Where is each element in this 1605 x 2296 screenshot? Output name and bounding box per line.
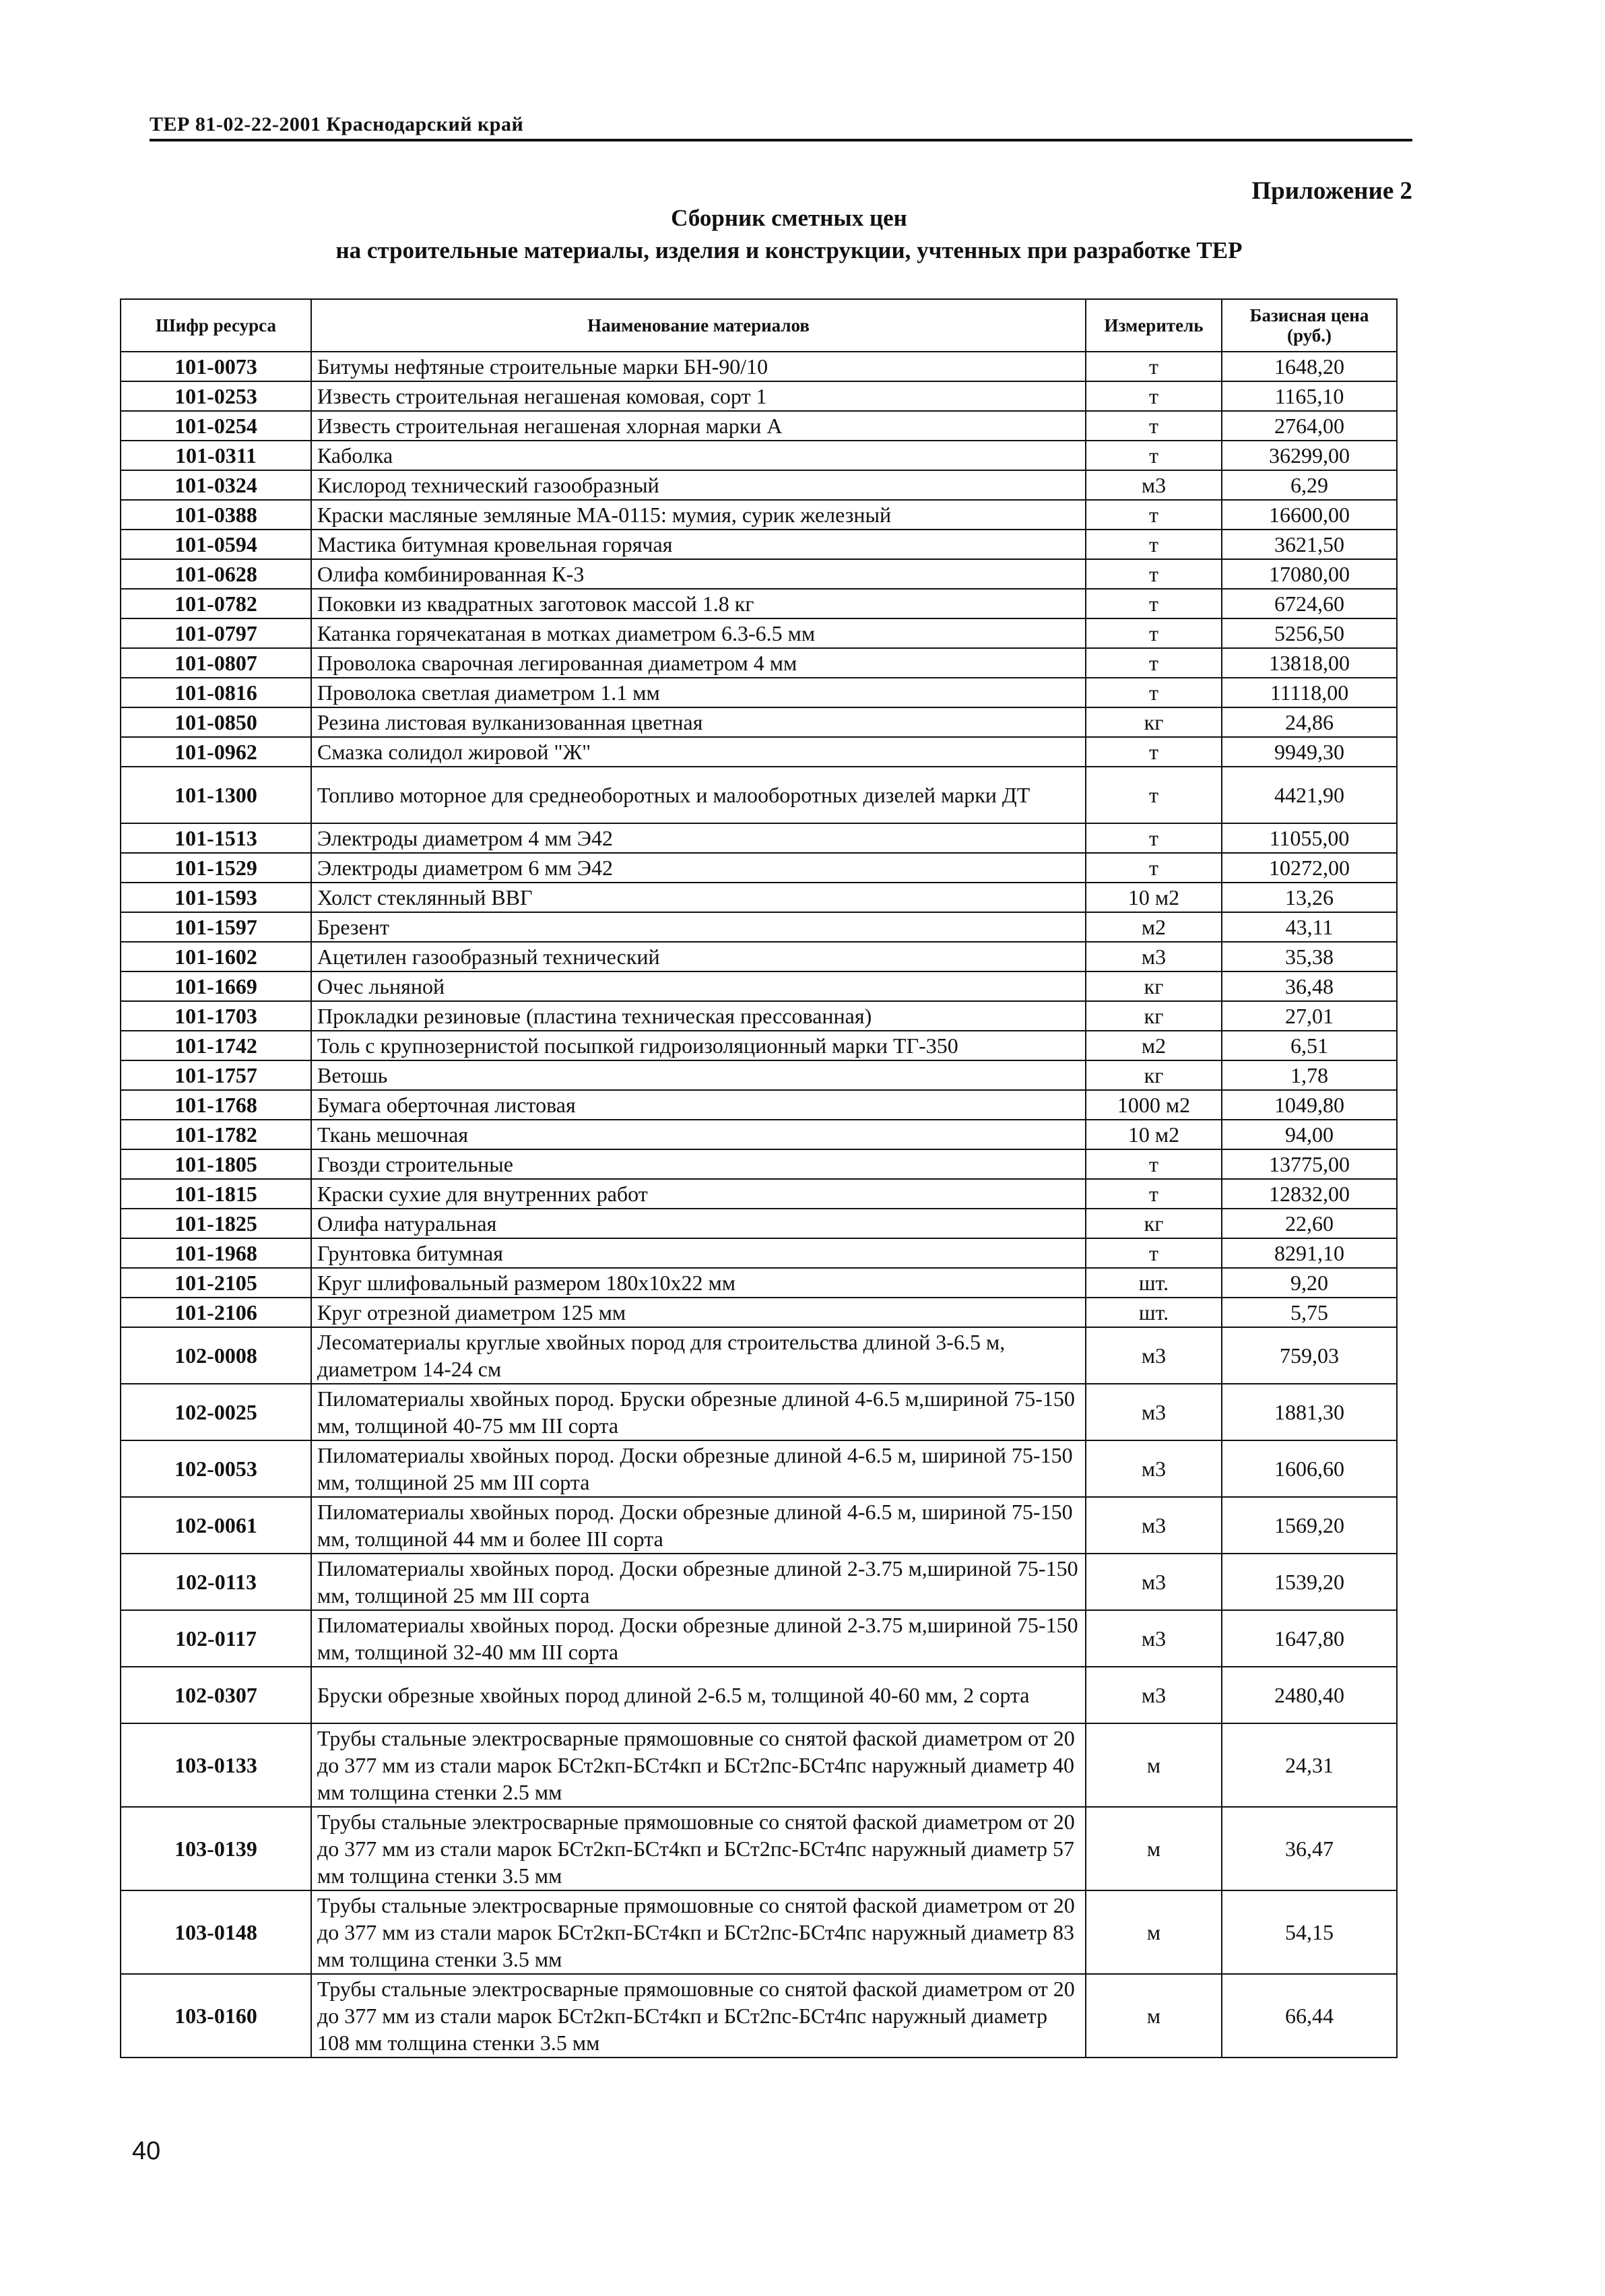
unit-of-measure: м3 (1086, 470, 1222, 500)
unit-of-measure: м (1086, 1723, 1222, 1807)
material-name: Электроды диаметром 4 мм Э42 (311, 823, 1086, 853)
base-price: 9949,30 (1222, 737, 1397, 767)
material-name: Трубы стальные электросварные прямошовные со снятой фаской диаметром от 20 до 377 мм из стали марок БСт2кп-БСт4кп и БСт2пс-БСт4пс наружный диаметр 40 мм толщина стенки 2.5 мм (311, 1723, 1086, 1807)
table-row (121, 648, 1397, 678)
table-row (121, 1610, 1397, 1667)
material-name: Олифа комбинированная К-3 (311, 559, 1086, 589)
unit-of-measure: т (1086, 530, 1222, 559)
unit-of-measure: т (1086, 767, 1222, 823)
resource-code: 103-0148 (121, 1890, 311, 1974)
resource-code: 101-1782 (121, 1120, 311, 1149)
table-row (121, 559, 1397, 589)
material-name: Прокладки резиновые (пластина техническая прессованная) (311, 1001, 1086, 1031)
base-price: 5256,50 (1222, 618, 1397, 648)
base-price: 1049,80 (1222, 1090, 1397, 1120)
material-name: Пиломатериалы хвойных пород. Доски обрезные длиной 2-3.75 м,шириной 75-150 мм, толщиной 32-40 мм III сорта (311, 1610, 1086, 1667)
resource-code: 101-1669 (121, 971, 311, 1001)
material-name: Грунтовка битумная (311, 1238, 1086, 1268)
table-row (121, 1554, 1397, 1610)
table-row (121, 1268, 1397, 1298)
material-name: Пиломатериалы хвойных пород. Доски обрезные длиной 4-6.5 м, шириной 75-150 мм, толщиной 44 мм и более III сорта (311, 1497, 1086, 1554)
resource-code: 102-0025 (121, 1384, 311, 1440)
resource-code: 101-2105 (121, 1268, 311, 1298)
table-row (121, 470, 1397, 500)
resource-code: 102-0061 (121, 1497, 311, 1554)
table-row (121, 1149, 1397, 1179)
base-price: 759,03 (1222, 1327, 1397, 1384)
material-name: Битумы нефтяные строительные марки БН-90/10 (311, 352, 1086, 381)
unit-of-measure: м3 (1086, 1667, 1222, 1723)
unit-of-measure: м3 (1086, 1327, 1222, 1384)
base-price: 1165,10 (1222, 381, 1397, 411)
unit-of-measure: т (1086, 559, 1222, 589)
base-price: 13775,00 (1222, 1149, 1397, 1179)
base-price: 16600,00 (1222, 500, 1397, 530)
base-price: 24,31 (1222, 1723, 1397, 1807)
material-name: Катанка горячекатаная в мотках диаметром 6.3-6.5 мм (311, 618, 1086, 648)
resource-code: 101-0594 (121, 530, 311, 559)
table-row (121, 441, 1397, 470)
title-line-2: на строительные материалы, изделия и конструкции, учтенных при разработке ТЕР (335, 237, 1243, 263)
unit-of-measure: м3 (1086, 1384, 1222, 1440)
resource-code: 103-0139 (121, 1807, 311, 1890)
unit-of-measure: кг (1086, 971, 1222, 1001)
unit-of-measure: т (1086, 1179, 1222, 1209)
table-row (121, 411, 1397, 441)
resource-code: 101-0807 (121, 648, 311, 678)
table-row (121, 737, 1397, 767)
resource-code: 101-0388 (121, 500, 311, 530)
table-row (121, 1327, 1397, 1384)
base-price: 24,86 (1222, 707, 1397, 737)
resource-code: 101-1742 (121, 1031, 311, 1060)
table-row (121, 1440, 1397, 1497)
header-rule (150, 139, 1412, 141)
unit-of-measure: т (1086, 381, 1222, 411)
column-header-name: Наименование материалов (311, 299, 1086, 352)
base-price: 2764,00 (1222, 411, 1397, 441)
page-number: 40 (132, 2137, 161, 2165)
material-name: Трубы стальные электросварные прямошовные со снятой фаской диаметром от 20 до 377 мм из стали марок БСт2кп-БСт4кп и БСт2пс-БСт4пс наружный диаметр 57 мм толщина стенки 3.5 мм (311, 1807, 1086, 1890)
resource-code: 101-0311 (121, 441, 311, 470)
unit-of-measure: кг (1086, 1001, 1222, 1031)
table-row (121, 971, 1397, 1001)
unit-of-measure: м (1086, 1807, 1222, 1890)
base-price: 12832,00 (1222, 1179, 1397, 1209)
document-header: ТЕР 81-02-22-2001 Краснодарский край (150, 113, 524, 135)
table-row (121, 1031, 1397, 1060)
table-row (121, 1060, 1397, 1090)
base-price: 1569,20 (1222, 1497, 1397, 1554)
base-price: 1539,20 (1222, 1554, 1397, 1610)
page-title (0, 202, 1605, 267)
material-name: Поковки из квадратных заготовок массой 1.8 кг (311, 589, 1086, 618)
unit-of-measure: т (1086, 1149, 1222, 1179)
table-row (121, 1890, 1397, 1974)
table-row (121, 1667, 1397, 1723)
resource-code: 101-0782 (121, 589, 311, 618)
table-row (121, 1497, 1397, 1554)
base-price: 11118,00 (1222, 678, 1397, 707)
table-row (121, 1974, 1397, 2058)
unit-of-measure: т (1086, 411, 1222, 441)
base-price: 27,01 (1222, 1001, 1397, 1031)
base-price: 1648,20 (1222, 352, 1397, 381)
material-name: Олифа натуральная (311, 1209, 1086, 1238)
table-row (121, 1179, 1397, 1209)
resource-code: 101-1513 (121, 823, 311, 853)
resource-code: 101-1593 (121, 883, 311, 912)
resource-code: 101-1529 (121, 853, 311, 883)
base-price: 36299,00 (1222, 441, 1397, 470)
unit-of-measure: м (1086, 1974, 1222, 2058)
material-name: Смазка солидол жировой "Ж" (311, 737, 1086, 767)
table-row (121, 678, 1397, 707)
material-name: Каболка (311, 441, 1086, 470)
unit-of-measure: м (1086, 1890, 1222, 1974)
unit-of-measure: т (1086, 737, 1222, 767)
base-price: 22,60 (1222, 1209, 1397, 1238)
table-row (121, 767, 1397, 823)
material-name: Проволока сварочная легированная диаметром 4 мм (311, 648, 1086, 678)
base-price: 6,51 (1222, 1031, 1397, 1060)
material-name: Ветошь (311, 1060, 1086, 1090)
table-row (121, 381, 1397, 411)
material-name: Лесоматериалы круглые хвойных пород для строительства длиной 3-6.5 м, диаметром 14-24 см (311, 1327, 1086, 1384)
material-name: Круг шлифовальный размером 180х10х22 мм (311, 1268, 1086, 1298)
base-price: 11055,00 (1222, 823, 1397, 853)
unit-of-measure: кг (1086, 1060, 1222, 1090)
material-name: Очес льняной (311, 971, 1086, 1001)
column-header-code: Шифр ресурса (121, 299, 311, 352)
material-name: Резина листовая вулканизованная цветная (311, 707, 1086, 737)
unit-of-measure: 10 м2 (1086, 1120, 1222, 1149)
resource-code: 101-1968 (121, 1238, 311, 1268)
unit-of-measure: м3 (1086, 1440, 1222, 1497)
title-line-1: Сборник сметных цен (671, 205, 907, 231)
prices-table (120, 298, 1398, 2058)
base-price: 36,48 (1222, 971, 1397, 1001)
material-name: Пиломатериалы хвойных пород. Доски обрезные длиной 2-3.75 м,шириной 75-150 мм, толщиной 25 мм III сорта (311, 1554, 1086, 1610)
resource-code: 101-1825 (121, 1209, 311, 1238)
table-row (121, 1384, 1397, 1440)
unit-of-measure: кг (1086, 707, 1222, 737)
table-row (121, 707, 1397, 737)
base-price: 66,44 (1222, 1974, 1397, 2058)
base-price: 1,78 (1222, 1060, 1397, 1090)
base-price: 13818,00 (1222, 648, 1397, 678)
table-row (121, 912, 1397, 942)
resource-code: 101-1815 (121, 1179, 311, 1209)
unit-of-measure: т (1086, 618, 1222, 648)
resource-code: 102-0307 (121, 1667, 311, 1723)
resource-code: 101-0816 (121, 678, 311, 707)
resource-code: 101-0628 (121, 559, 311, 589)
unit-of-measure: т (1086, 823, 1222, 853)
resource-code: 101-1602 (121, 942, 311, 971)
unit-of-measure: т (1086, 648, 1222, 678)
column-header-price: Базисная цена (руб.) (1222, 299, 1397, 352)
material-name: Бумага оберточная листовая (311, 1090, 1086, 1120)
unit-of-measure: шт. (1086, 1268, 1222, 1298)
table-row (121, 823, 1397, 853)
table-row (121, 942, 1397, 971)
table-row (121, 1090, 1397, 1120)
material-name: Известь строительная негашеная комовая, сорт 1 (311, 381, 1086, 411)
table-row (121, 1723, 1397, 1807)
material-name: Брезент (311, 912, 1086, 942)
resource-code: 101-1300 (121, 767, 311, 823)
resource-code: 102-0008 (121, 1327, 311, 1384)
resource-code: 102-0113 (121, 1554, 311, 1610)
unit-of-measure: м2 (1086, 912, 1222, 942)
unit-of-measure: м2 (1086, 1031, 1222, 1060)
resource-code: 103-0160 (121, 1974, 311, 2058)
table-header-row (121, 299, 1397, 352)
material-name: Мастика битумная кровельная горячая (311, 530, 1086, 559)
unit-of-measure: м3 (1086, 942, 1222, 971)
resource-code: 101-0850 (121, 707, 311, 737)
base-price: 8291,10 (1222, 1238, 1397, 1268)
resource-code: 101-0797 (121, 618, 311, 648)
base-price: 94,00 (1222, 1120, 1397, 1149)
resource-code: 101-0253 (121, 381, 311, 411)
unit-of-measure: м3 (1086, 1554, 1222, 1610)
material-name: Ацетилен газообразный технический (311, 942, 1086, 971)
resource-code: 101-0254 (121, 411, 311, 441)
material-name: Краски масляные земляные МА-0115: мумия, сурик железный (311, 500, 1086, 530)
base-price: 1606,60 (1222, 1440, 1397, 1497)
base-price: 54,15 (1222, 1890, 1397, 1974)
material-name: Трубы стальные электросварные прямошовные со снятой фаской диаметром от 20 до 377 мм из стали марок БСт2кп-БСт4кп и БСт2пс-БСт4пс наружный диаметр 108 мм толщина стенки 3.5 мм (311, 1974, 1086, 2058)
material-name: Кислород технический газообразный (311, 470, 1086, 500)
appendix-label: Приложение 2 (1251, 177, 1412, 205)
resource-code: 101-1768 (121, 1090, 311, 1120)
table-row (121, 530, 1397, 559)
material-name: Круг отрезной диаметром 125 мм (311, 1298, 1086, 1327)
table-row (121, 352, 1397, 381)
unit-of-measure: т (1086, 589, 1222, 618)
base-price: 35,38 (1222, 942, 1397, 971)
material-name: Толь с крупнозернистой посыпкой гидроизоляционный марки ТГ-350 (311, 1031, 1086, 1060)
unit-of-measure: т (1086, 1238, 1222, 1268)
unit-of-measure: шт. (1086, 1298, 1222, 1327)
resource-code: 101-0962 (121, 737, 311, 767)
base-price: 43,11 (1222, 912, 1397, 942)
table-row (121, 853, 1397, 883)
base-price: 5,75 (1222, 1298, 1397, 1327)
base-price: 1881,30 (1222, 1384, 1397, 1440)
resource-code: 101-1703 (121, 1001, 311, 1031)
base-price: 1647,80 (1222, 1610, 1397, 1667)
table-row (121, 618, 1397, 648)
base-price: 13,26 (1222, 883, 1397, 912)
table-body (121, 352, 1397, 2058)
unit-of-measure: т (1086, 441, 1222, 470)
resource-code: 101-1597 (121, 912, 311, 942)
table-row (121, 1001, 1397, 1031)
resource-code: 101-1757 (121, 1060, 311, 1090)
material-name: Проволока светлая диаметром 1.1 мм (311, 678, 1086, 707)
column-header-unit: Измеритель (1086, 299, 1222, 352)
base-price: 17080,00 (1222, 559, 1397, 589)
material-name: Бруски обрезные хвойных пород длиной 2-6.5 м, толщиной 40-60 мм, 2 сорта (311, 1667, 1086, 1723)
material-name: Электроды диаметром 6 мм Э42 (311, 853, 1086, 883)
base-price: 6,29 (1222, 470, 1397, 500)
material-name: Пиломатериалы хвойных пород. Доски обрезные длиной 4-6.5 м, шириной 75-150 мм, толщиной 25 мм III сорта (311, 1440, 1086, 1497)
base-price: 4421,90 (1222, 767, 1397, 823)
material-name: Трубы стальные электросварные прямошовные со снятой фаской диаметром от 20 до 377 мм из стали марок БСт2кп-БСт4кп и БСт2пс-БСт4пс наружный диаметр 83 мм толщина стенки 3.5 мм (311, 1890, 1086, 1974)
unit-of-measure: т (1086, 352, 1222, 381)
unit-of-measure: м3 (1086, 1497, 1222, 1554)
base-price: 3621,50 (1222, 530, 1397, 559)
table-row (121, 589, 1397, 618)
table-row (121, 1807, 1397, 1890)
resource-code: 101-0073 (121, 352, 311, 381)
table-row (121, 500, 1397, 530)
unit-of-measure: кг (1086, 1209, 1222, 1238)
material-name: Известь строительная негашеная хлорная марки А (311, 411, 1086, 441)
unit-of-measure: т (1086, 853, 1222, 883)
resource-code: 101-1805 (121, 1149, 311, 1179)
unit-of-measure: т (1086, 500, 1222, 530)
unit-of-measure: м3 (1086, 1610, 1222, 1667)
resource-code: 101-2106 (121, 1298, 311, 1327)
base-price: 9,20 (1222, 1268, 1397, 1298)
material-name: Топливо моторное для среднеоборотных и малооборотных дизелей марки ДТ (311, 767, 1086, 823)
table-row (121, 1209, 1397, 1238)
base-price: 2480,40 (1222, 1667, 1397, 1723)
material-name: Краски сухие для внутренних работ (311, 1179, 1086, 1209)
resource-code: 103-0133 (121, 1723, 311, 1807)
table-row (121, 883, 1397, 912)
resource-code: 102-0117 (121, 1610, 311, 1667)
table-row (121, 1238, 1397, 1268)
base-price: 10272,00 (1222, 853, 1397, 883)
material-name: Холст стеклянный ВВГ (311, 883, 1086, 912)
resource-code: 102-0053 (121, 1440, 311, 1497)
unit-of-measure: т (1086, 678, 1222, 707)
resource-code: 101-0324 (121, 470, 311, 500)
material-name: Гвозди строительные (311, 1149, 1086, 1179)
table-row (121, 1298, 1397, 1327)
unit-of-measure: 10 м2 (1086, 883, 1222, 912)
unit-of-measure: 1000 м2 (1086, 1090, 1222, 1120)
base-price: 36,47 (1222, 1807, 1397, 1890)
material-name: Пиломатериалы хвойных пород. Бруски обрезные длиной 4-6.5 м,шириной 75-150 мм, толщиной 40-75 мм III сорта (311, 1384, 1086, 1440)
table-row (121, 1120, 1397, 1149)
base-price: 6724,60 (1222, 589, 1397, 618)
material-name: Ткань мешочная (311, 1120, 1086, 1149)
